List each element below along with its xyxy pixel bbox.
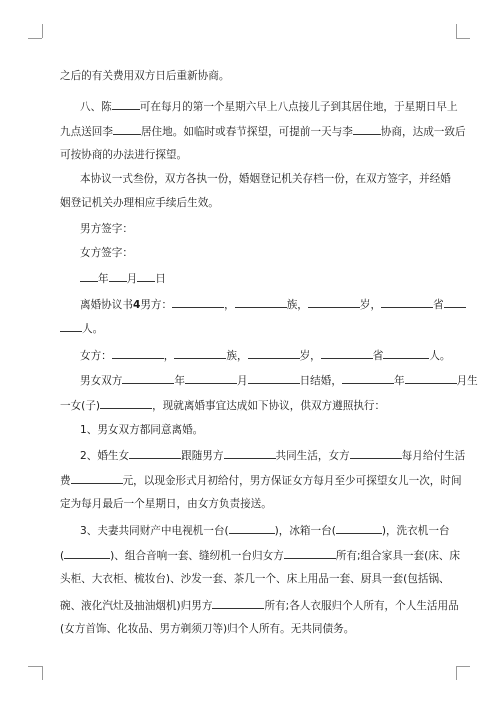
text-line xyxy=(80,98,458,114)
text: 离婚协议书 xyxy=(80,299,133,311)
text: )，洗衣机一台 xyxy=(381,525,450,537)
text-line xyxy=(80,447,465,463)
text: 每月给付生活 xyxy=(401,450,466,462)
text: 人。 xyxy=(82,323,104,335)
text: ， xyxy=(163,350,175,362)
blank-field xyxy=(80,270,98,282)
blank-field xyxy=(71,472,123,484)
text-line xyxy=(60,622,354,636)
signature-label-female xyxy=(80,246,133,260)
blank-field xyxy=(350,447,402,459)
text-line xyxy=(80,423,203,437)
text: 人。 xyxy=(429,350,451,362)
text: 男方签字： xyxy=(80,223,133,235)
blank-field xyxy=(60,320,82,332)
text: 省 xyxy=(433,299,444,311)
text: 年 xyxy=(174,375,185,387)
text: 女方签字： xyxy=(80,247,133,259)
date-line xyxy=(80,270,166,286)
text-line xyxy=(80,172,451,186)
blank-field xyxy=(248,372,300,384)
text: 一女(子) xyxy=(60,400,101,412)
text-line xyxy=(60,320,103,336)
text: 1、男女双方都同意离婚。 xyxy=(80,424,204,436)
text: 九点送回李 xyxy=(60,126,113,138)
blank-field xyxy=(129,447,181,459)
text-line xyxy=(60,196,219,210)
blank-field xyxy=(235,296,287,308)
text: 居住地。如临时或春节探望，可提前一天与李 xyxy=(140,126,353,138)
text: 可在每月的第一个星期六早上八点接儿子到其居住地，于星期日早上 xyxy=(139,101,458,113)
text: 可按协商的办法进行探望。 xyxy=(60,149,188,161)
text: ，现就离婚事宜达成如下协议，供双方遵照执行： xyxy=(152,400,386,412)
blank-field xyxy=(284,547,336,559)
blank-field xyxy=(100,397,152,409)
blank-field xyxy=(383,347,429,359)
text-line xyxy=(60,397,385,413)
blank-field xyxy=(444,296,466,308)
text: 年 xyxy=(393,375,405,387)
text: 日结婚， xyxy=(299,375,342,387)
blank-field xyxy=(109,270,127,282)
text-line xyxy=(60,497,272,511)
text: 头柜、大衣柜、梳妆台)、沙发一套、茶几一个、床上用品一套、厨具一套(包括锅、 xyxy=(60,573,450,585)
text: 2、婚生女 xyxy=(80,450,130,462)
signature-label-male xyxy=(80,222,133,236)
blank-field xyxy=(137,270,155,282)
text: 月生 xyxy=(456,375,478,387)
text-line xyxy=(60,148,187,162)
blank-field xyxy=(353,123,381,135)
blank-field xyxy=(321,347,373,359)
text-line xyxy=(60,472,462,488)
text: 八、陈 xyxy=(80,101,112,113)
text: 元，以现金形式月初给付，男方保证女方每月至少可探望女儿一次，时间 xyxy=(122,475,462,487)
blank-field xyxy=(248,347,300,359)
text: 共同生活，女方 xyxy=(275,450,350,462)
blank-field xyxy=(112,98,140,110)
text: 所有;组合家具一套(床、床 xyxy=(335,550,461,562)
text: 月 xyxy=(236,375,248,387)
text: )、组合音响一套、缝纫机一台归女方 xyxy=(110,550,284,562)
blank-field xyxy=(64,547,110,559)
blank-field xyxy=(381,296,433,308)
text-line xyxy=(60,572,450,586)
text: 协商，达成一致后 xyxy=(380,126,466,138)
text: 姻登记机关办理相应手续后生效。 xyxy=(60,197,219,209)
text: 岁， xyxy=(359,299,382,311)
blank-field xyxy=(113,123,141,135)
text: 族， xyxy=(286,299,308,311)
blank-field xyxy=(308,296,360,308)
blank-field xyxy=(405,372,457,384)
text-line xyxy=(80,296,466,312)
text: )，冰箱一台( xyxy=(274,525,336,537)
blank-field xyxy=(185,372,237,384)
text: (女方首饰、化妆品、男方剃须刀等)归个人所有。无共同债务。 xyxy=(60,623,355,635)
text-line xyxy=(60,123,466,139)
blank-field xyxy=(122,372,174,384)
blank-field xyxy=(212,597,264,609)
text: 男方： xyxy=(140,299,173,311)
blank-field xyxy=(112,347,164,359)
text: 跟随男方 xyxy=(181,450,224,462)
text-line xyxy=(60,597,459,613)
text-line xyxy=(80,347,451,363)
blank-field xyxy=(172,296,224,308)
text: 定为每月最后一个星期日，由女方负责接送。 xyxy=(60,498,272,510)
blank-field xyxy=(224,447,276,459)
text: 日 xyxy=(155,273,166,285)
text: ( xyxy=(60,550,65,562)
text: 之后的有关费用双方日后重新协商。 xyxy=(60,70,230,82)
blank-field xyxy=(342,372,394,384)
text-line xyxy=(60,547,460,563)
text: 所有;各人衣服归个人所有，个人生活用品 xyxy=(264,600,459,612)
text: 4 xyxy=(132,299,141,311)
text: 本协议一式叁份，双方各执一份，婚姻登记机关存档一份，在双方签字，并经婚 xyxy=(80,173,451,185)
text: 月 xyxy=(126,273,138,285)
text-line xyxy=(80,522,450,538)
text-line xyxy=(80,372,478,388)
text: 族， xyxy=(226,350,248,362)
blank-field xyxy=(174,347,226,359)
blank-field xyxy=(229,522,275,534)
text-line xyxy=(60,69,230,83)
text: 碗、液化汽灶及抽油烟机)归男方 xyxy=(60,600,213,612)
text: 费 xyxy=(60,475,71,487)
text: 年 xyxy=(98,273,109,285)
text: ， xyxy=(224,299,235,311)
blank-field xyxy=(336,522,382,534)
text: 岁， xyxy=(299,350,321,362)
text: 省 xyxy=(372,350,384,362)
text: 男女双方 xyxy=(80,375,123,387)
text: 3、夫妻共同财产中电视机一台( xyxy=(80,525,229,537)
text: 女方： xyxy=(80,350,112,362)
